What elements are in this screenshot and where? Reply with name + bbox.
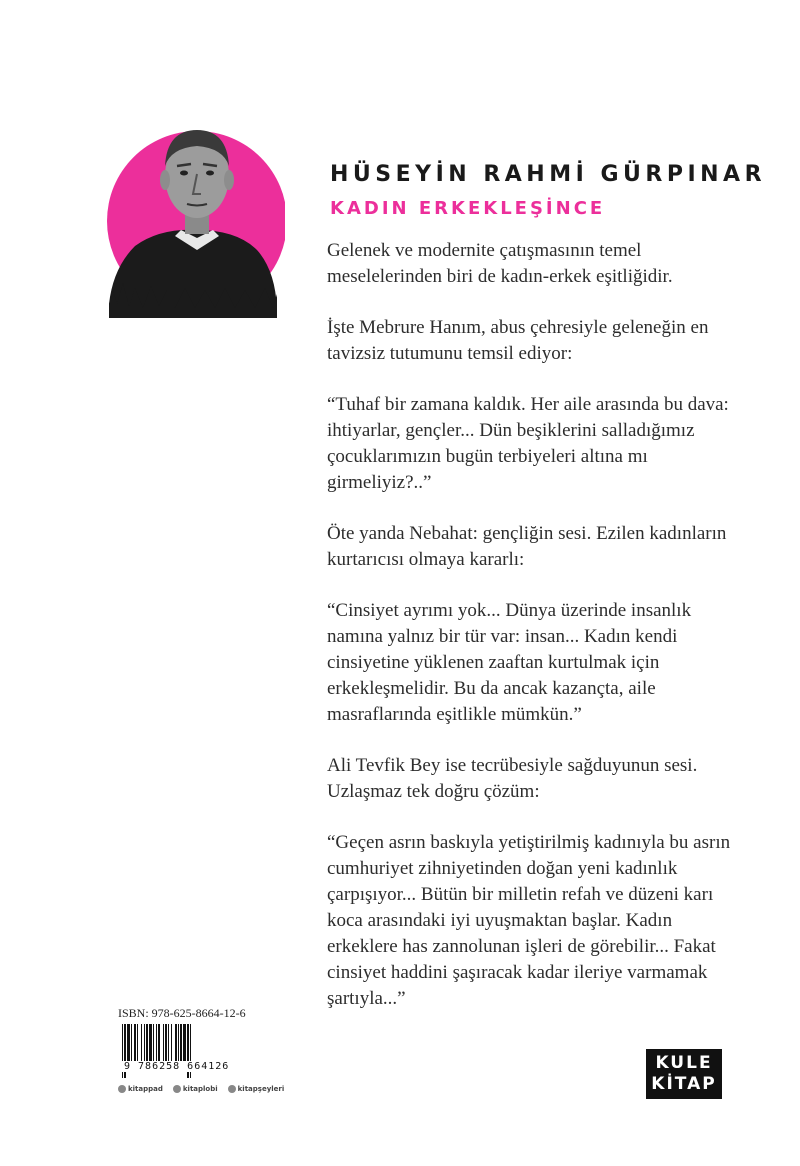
blurb-paragraph: Gelenek ve modernite çatışmasının temel meselelerinden biri de kadın-erkek eşitliğidir.	[327, 240, 673, 287]
isbn-label: ISBN: 978-625-8664-12-6	[118, 1006, 246, 1020]
badge-icon	[173, 1085, 181, 1093]
badge-kitaplobi: kitaplobi	[173, 1085, 218, 1093]
badge-kitapseyleri: kitapşeyleri	[228, 1085, 285, 1093]
author-portrait	[105, 118, 285, 318]
blurb-quote: “Cinsiyet ayrımı yok... Dünya üzerinde insanlık namına yalnız bir tür var: insan... Kadın kendi cinsiyetine yüklenen zaaftan kurtulmak için erkekleşmelidir. Bu da ancak kazançta, aile masraflarında eşitlikle mümkün.”	[327, 600, 692, 725]
logo-line2: KİTAP	[651, 1074, 717, 1094]
author-name: HÜSEYİN RAHMİ GÜRPINAR	[330, 162, 767, 187]
publisher-logo	[646, 1049, 722, 1099]
blurb-paragraph: Öte yanda Nebahat: gençliğin sesi. Ezilen kadınların kurtarıcısı olmaya kararlı:	[327, 523, 727, 570]
logo-line1: KULE	[655, 1053, 713, 1073]
badge-icon	[228, 1085, 236, 1093]
badge-kitappad: kitappad	[118, 1085, 163, 1093]
blurb-paragraph: İşte Mebrure Hanım, abus çehresiyle geleneğin en tavizsiz tutumunu temsil ediyor:	[327, 317, 709, 364]
store-badges	[118, 1085, 284, 1093]
book-title: KADIN ERKEKLEŞİNCE	[330, 198, 606, 219]
blurb-quote: “Tuhaf bir zamana kaldık. Her aile arasında bu dava: ihtiyarlar, gençler... Dün beşiklerini salladığımız çocuklarımızın bugün terbiyeleri altına mı girmeliyiz?..”	[327, 394, 729, 493]
back-cover-blurb	[327, 238, 737, 1037]
blurb-paragraph: Ali Tevfik Bey ise tecrübesiyle sağduyunun sesi. Uzlaşmaz tek doğru çözüm:	[327, 755, 698, 802]
badge-icon	[118, 1085, 126, 1093]
blurb-quote: “Geçen asrın baskıyla yetiştirilmiş kadınıyla bu asrın cumhuriyet zihniyetinden doğan yeni kadınlık çarpışıyor... Bütün bir milletin refah ve düzeni karı koca arasındaki iyi uyuşmaktan başlar. Kadın erkeklere has zannolunan işleri de görebilir... Fakat cinsiyet haddini şaşıracak kadar ileriye varmamak şartıyla...”	[327, 832, 731, 1009]
barcode-digits: 9 786258 664126	[122, 1061, 236, 1072]
